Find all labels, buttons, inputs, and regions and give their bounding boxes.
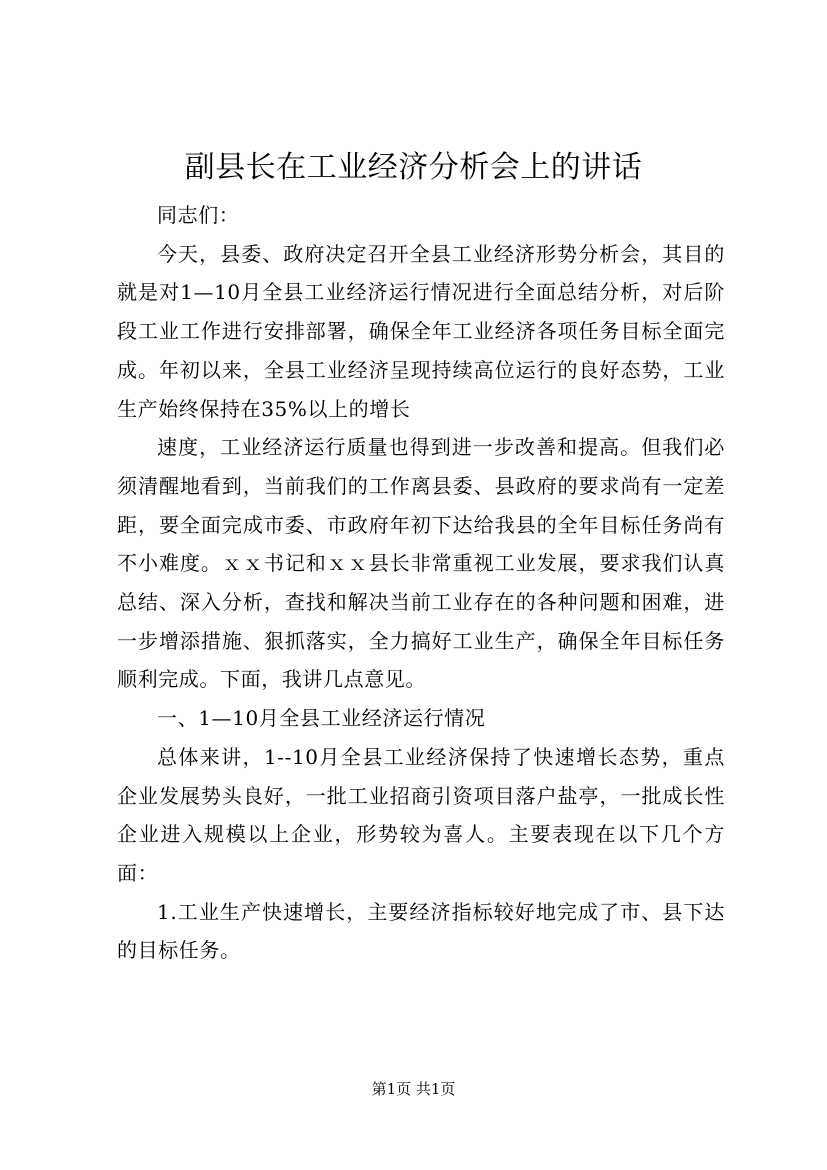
salutation-paragraph: 同志们： — [157, 203, 240, 227]
body-paragraph: 今天，县委、政府决定召开全县工业经济形势分析会，其目的就是对1—10月全县工业经济运行情况进行全面总结分析，对后阶段工业工作进行安排部署，确保全年工业经济各项任务目标全面完成。年初以来，全县工业经济呈现持续高位运行的良好态势，工业生产始终保持在35%以上的增长 — [117, 241, 725, 421]
document-title: 副县长在工业经济分析会上的讲话 — [184, 150, 643, 185]
body-paragraph: 总体来讲，1--10月全县工业经济保持了快速增长态势，重点企业发展势头良好，一批工业招商引资项目落户盐亭，一批成长性企业进入规模以上企业，形势较为喜人。主要表现在以下几个方面： — [117, 744, 725, 885]
page-footer: 第1页 共1页 — [371, 1080, 456, 1098]
document-body — [117, 196, 725, 970]
body-paragraph: 1.工业生产快速增长，主要经济指标较好地完成了市、县下达的目标任务。 — [117, 899, 725, 963]
section-heading: 一、1—10月全县工业经济运行情况 — [157, 706, 486, 731]
body-paragraph: 速度，工业经济运行质量也得到进一步改善和提高。但我们必须清醒地看到，当前我们的工作离县委、县政府的要求尚有一定差距，要全面完成市委、市政府年初下达给我县的全年目标任务尚有不小难度。ｘｘ书记和ｘｘ县长非常重视工业发展，要求我们认真总结、深入分析，查找和解决当前工业存在的各种问题和困难，进一步增添措施、狠抓落实，全力搞好工业生产，确保全年目标任务顺利完成。下面，我讲几点意见。 — [117, 435, 725, 692]
